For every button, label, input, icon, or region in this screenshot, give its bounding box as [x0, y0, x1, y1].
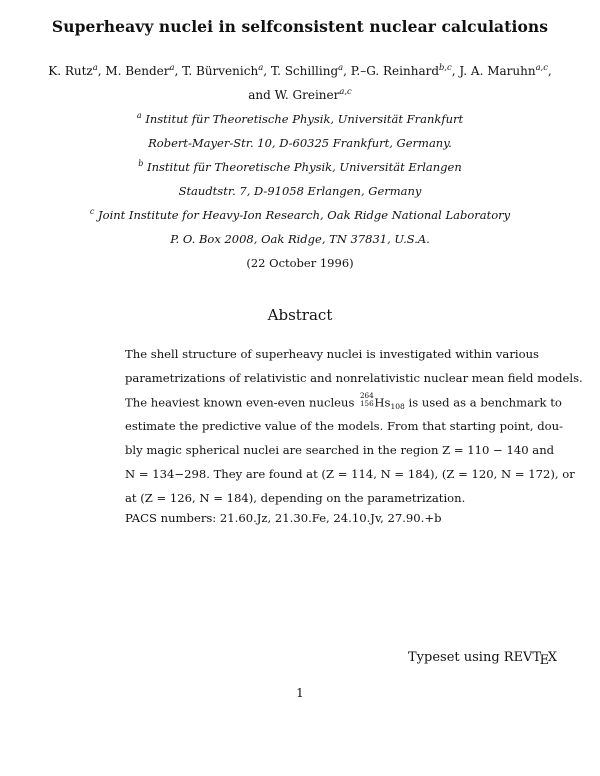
- abstract-line-nucleus: [125, 391, 562, 412]
- author-separator: ,: [174, 64, 183, 78]
- author-name: T. Bürvenich: [182, 64, 259, 78]
- abstract-line: N = 134−298. They are found at (Z = 114, N = 184), (Z = 120, N = 172), or: [125, 467, 575, 481]
- author-greiner: and W. Greiner: [248, 88, 340, 102]
- author-list: [0, 64, 600, 78]
- nucleus-proton-number: 156: [359, 398, 374, 408]
- abstract-line: bly magic spherical nuclei are searched in the region Z = 110 − 140 and: [125, 443, 555, 457]
- abstract-line: at (Z = 126, N = 184), depending on the parametrization.: [125, 491, 466, 505]
- revtex-logo-e: E: [539, 652, 550, 668]
- author-separator: ,: [343, 64, 351, 78]
- affiliation-b: [0, 160, 600, 174]
- affiliation-institute: Institut für Theoretische Physik, Universität Frankfurt: [145, 112, 464, 126]
- affiliation-institute: Institut für Theoretische Physik, Universität Erlangen: [147, 160, 462, 174]
- author-affiliation-mark: a: [92, 62, 98, 72]
- revtex-logo-t: REVT: [503, 650, 542, 665]
- abstract-text: is used as a benchmark to: [408, 395, 562, 410]
- revtex-logo: [503, 650, 558, 668]
- author-separator: ,: [263, 64, 271, 78]
- author-name: T. Schilling: [270, 64, 339, 78]
- author-affiliation-mark: b,c: [439, 62, 452, 72]
- abstract-text: The heaviest known even-even nucleus: [125, 395, 355, 410]
- author-name: M. Bender: [105, 64, 170, 78]
- author-affiliation-mark: a: [258, 62, 264, 72]
- author-affiliation-mark: a,c: [535, 62, 548, 72]
- paper-title: Superheavy nuclei in selfconsistent nuclear calculations: [51, 17, 549, 36]
- abstract-line: parametrizations of relativistic and nonrelativistic nuclear mean field models.: [125, 371, 583, 385]
- page-number: 1: [296, 686, 304, 700]
- affiliation-c: [0, 208, 600, 222]
- affiliation-mark: a: [136, 111, 142, 121]
- affiliation-a-address: Robert-Mayer-Str. 10, D-60325 Frankfurt, Germany.: [148, 136, 452, 150]
- affiliation-mark: c: [89, 207, 95, 217]
- author-separator: ,: [451, 64, 460, 78]
- typeset-note: [408, 650, 558, 668]
- nucleus-neutron-number: 108: [390, 402, 405, 412]
- author-affiliation-mark: a: [338, 62, 344, 72]
- affiliation-mark: b: [138, 159, 144, 169]
- affiliation-b-address: Staudtstr. 7, D-91058 Erlangen, Germany: [178, 184, 422, 198]
- abstract-line: The shell structure of superheavy nuclei is investigated within various: [125, 347, 539, 361]
- author-name: P.–G. Reinhard: [350, 64, 440, 78]
- author-separator: ,: [97, 64, 106, 78]
- author-affiliation-mark: a: [169, 62, 175, 72]
- author-name: K. Rutz: [48, 64, 93, 78]
- author-affiliation-mark: a,c: [339, 86, 352, 96]
- nucleus-mass-number: 264: [359, 391, 374, 401]
- submission-date: (22 October 1996): [246, 256, 354, 270]
- affiliation-institute: Joint Institute for Heavy-Ion Research, Oak Ridge National Laboratory: [98, 208, 511, 222]
- author-name: J. A. Maruhn: [459, 64, 536, 78]
- author-separator: ,: [547, 64, 552, 78]
- abstract-line: estimate the predictive value of the models. From that starting point, dou-: [125, 419, 563, 433]
- affiliation-a: [0, 112, 600, 126]
- typeset-prefix: Typeset using: [408, 650, 504, 665]
- affiliation-c-address: P. O. Box 2008, Oak Ridge, TN 37831, U.S.A.: [170, 232, 430, 246]
- nucleus-symbol: Hs: [374, 395, 391, 410]
- author-list-continued: [0, 88, 600, 102]
- nucleus-notation: [358, 391, 374, 408]
- abstract-heading: Abstract: [267, 306, 333, 324]
- revtex-logo-x: X: [547, 650, 558, 665]
- pacs-numbers: PACS numbers: 21.60.Jz, 21.30.Fe, 24.10.Jv, 27.90.+b: [125, 511, 442, 525]
